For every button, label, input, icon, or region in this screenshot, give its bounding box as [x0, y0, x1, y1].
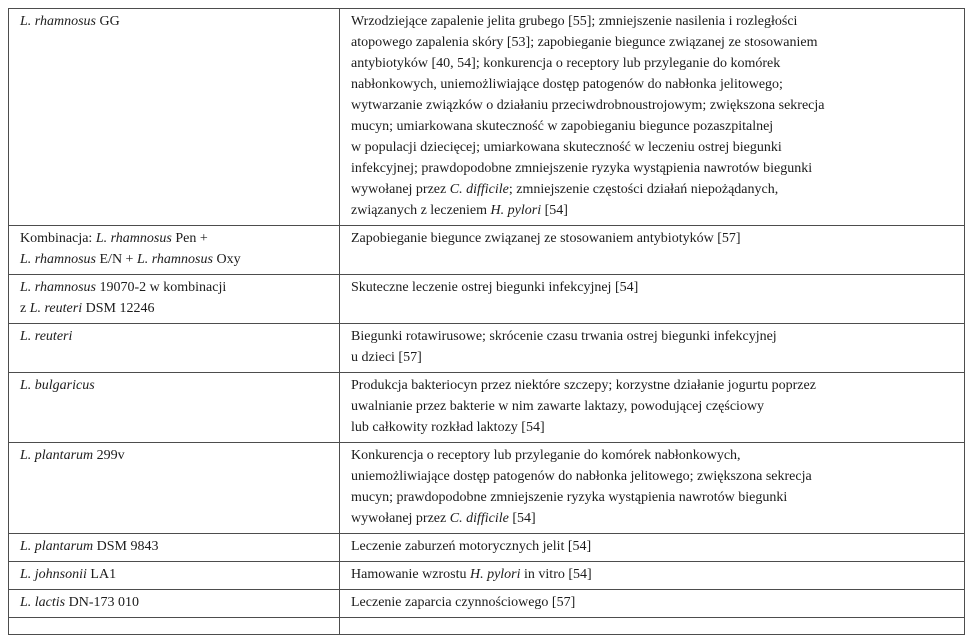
strain-cell: Kombinacja: L. rhamnosus Pen + L. rhamnosus E/N + L. rhamnosus Oxy	[9, 226, 340, 275]
table-row	[9, 443, 965, 534]
strain-cell: L. lactis DN-173 010	[9, 590, 340, 618]
strain-table-body	[9, 9, 965, 635]
table-row	[9, 373, 965, 443]
description-cell: Wrzodziejące zapalenie jelita grubego [55]; zmniejszenie nasilenia i rozległości atopowego zapalenia skóry [53]; zapobieganie biegunce związanej ze stosowaniem antybiotyków [40, 54]; konkurencja o receptory lub przyleganie do komórek nabłonkowych, uniemożliwiające dostęp patogenów do nabłonka jelitowego; wytwarzanie związków o działaniu przeciwdrobnoustrojowym; zwiększona sekrecja mucyn; umiarkowana skuteczność w zapobieganiu biegunce pozaszpitalnej w populacji dziecięcej; umiarkowana skuteczność w leczeniu ostrej biegunki infekcyjnej; prawdopodobne zmniejszenie ryzyka wystąpienia nawrotów biegunki wywołanej przez C. difficile; zmniejszenie częstości działań niepożądanych, związanych z leczeniem H. pylori [54]	[340, 9, 965, 226]
strain-cell: L. rhamnosus GG	[9, 9, 340, 226]
description-cell: Zapobieganie biegunce związanej ze stosowaniem antybiotyków [57]	[340, 226, 965, 275]
table-row	[9, 324, 965, 373]
description-cell: Leczenie zaburzeń motorycznych jelit [54]	[340, 534, 965, 562]
table-row	[9, 226, 965, 275]
table-row	[9, 562, 965, 590]
probiotic-strains-table	[8, 8, 965, 635]
table-row	[9, 534, 965, 562]
strain-cell: L. bulgaricus	[9, 373, 340, 443]
description-cell: Leczenie zaparcia czynnościowego [57]	[340, 590, 965, 618]
strain-cell: L. plantarum DSM 9843	[9, 534, 340, 562]
description-cell: Skuteczne leczenie ostrej biegunki infekcyjnej [54]	[340, 275, 965, 324]
description-cell: Hamowanie wzrostu H. pylori in vitro [54]	[340, 562, 965, 590]
description-cell	[340, 618, 965, 635]
strain-cell	[9, 618, 340, 635]
description-cell: Konkurencja o receptory lub przyleganie do komórek nabłonkowych, uniemożliwiające dostęp patogenów do nabłonka jelitowego; zwiększona sekrecja mucyn; prawdopodobne zmniejszenie ryzyka wystąpienia nawrotów biegunki wywołanej przez C. difficile [54]	[340, 443, 965, 534]
strain-cell: L. plantarum 299v	[9, 443, 340, 534]
strain-cell: L. rhamnosus 19070-2 w kombinacji z L. reuteri DSM 12246	[9, 275, 340, 324]
strain-cell: L. johnsonii LA1	[9, 562, 340, 590]
table-row	[9, 275, 965, 324]
partial-table-row	[9, 618, 965, 635]
description-cell: Biegunki rotawirusowe; skrócenie czasu trwania ostrej biegunki infekcyjnej u dzieci [57]	[340, 324, 965, 373]
table-row	[9, 590, 965, 618]
strain-cell: L. reuteri	[9, 324, 340, 373]
table-row	[9, 9, 965, 226]
description-cell: Produkcja bakteriocyn przez niektóre szczepy; korzystne działanie jogurtu poprzez uwalnianie przez bakterie w nim zawarte laktazy, powodującej częściowy lub całkowity rozkład laktozy [54]	[340, 373, 965, 443]
